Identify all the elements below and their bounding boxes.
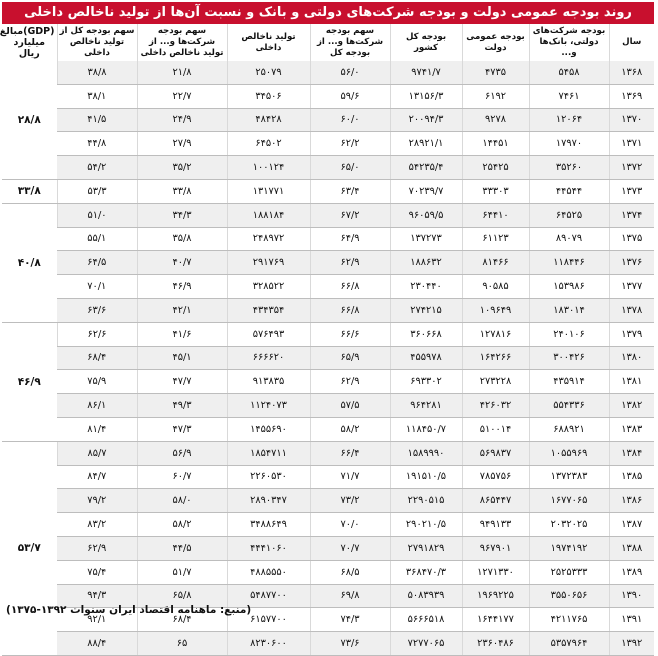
soe-share-cell: ۶۵/۰ — [310, 156, 390, 180]
year-cell: ۱۳۷۱ — [609, 132, 654, 156]
gdp-group-cell: ۳۳/۸ — [2, 179, 57, 203]
year-cell: ۱۳۸۸ — [609, 536, 654, 560]
table-row — [2, 132, 654, 156]
soe-share-cell: ۶۴/۹ — [310, 227, 390, 251]
gov-budget-cell: ۱۲۷۸۱۶ — [462, 322, 529, 346]
soe-budget-cell: ۲۰۳۲۰۲۵ — [529, 513, 609, 537]
soe-share-cell: ۷۱/۷ — [310, 465, 390, 489]
table-row — [2, 275, 654, 299]
header-row — [2, 24, 654, 61]
header-total-gdp-share: سهم بودجه کل از تولید ناخالص داخلی — [57, 24, 137, 61]
year-cell: ۱۳۷۵ — [609, 227, 654, 251]
gov-budget-cell: ۵۱۰۰۱۴ — [462, 417, 529, 441]
soe-budget-cell: ۱۹۷۴۱۹۲ — [529, 536, 609, 560]
header-year: سال — [609, 24, 654, 61]
gov-budget-cell: ۶۱۱۲۳ — [462, 227, 529, 251]
gdp-value-cell: ۴۸۴۲۸ — [227, 108, 310, 132]
gov-budget-cell: ۱۴۴۵۱ — [462, 132, 529, 156]
table-row — [2, 513, 654, 537]
soe-gdp-share-cell: ۲۷/۹ — [137, 132, 227, 156]
soe-budget-cell: ۱۰۵۵۹۶۹ — [529, 441, 609, 465]
total-budget-cell: ۲۷۹۱۸۲۹ — [390, 536, 462, 560]
gov-budget-cell: ۹۶۷۹۰۱ — [462, 536, 529, 560]
soe-gdp-share-cell: ۴۵/۱ — [137, 346, 227, 370]
table-row — [2, 536, 654, 560]
gov-budget-cell: ۶۴۴۱۰ — [462, 203, 529, 227]
soe-gdp-share-cell: ۶۵ — [137, 632, 227, 656]
soe-share-cell: ۷۰/۷ — [310, 536, 390, 560]
soe-share-cell: ۵۹/۶ — [310, 84, 390, 108]
table-row — [2, 441, 654, 465]
total-gdp-share-cell: ۸۳/۲ — [57, 513, 137, 537]
gov-budget-cell: ۲۵۴۲۵ — [462, 156, 529, 180]
soe-share-cell: ۷۴/۳ — [310, 608, 390, 632]
header-gov-budget: بودجه عمومی دولت — [462, 24, 529, 61]
soe-budget-cell: ۷۴۶۱ — [529, 84, 609, 108]
total-gdp-share-cell: ۷۰/۱ — [57, 275, 137, 299]
table-row — [2, 203, 654, 227]
year-cell: ۱۳۸۰ — [609, 346, 654, 370]
soe-budget-cell: ۴۳۵۹۱۴ — [529, 370, 609, 394]
gov-budget-cell: ۸۶۵۴۴۷ — [462, 489, 529, 513]
soe-share-cell: ۵۸/۲ — [310, 417, 390, 441]
gov-budget-cell: ۹۲۷۸ — [462, 108, 529, 132]
table-row — [2, 465, 654, 489]
gdp-value-cell: ۱۳۱۷۷۱ — [227, 179, 310, 203]
soe-gdp-share-cell: ۴۷/۷ — [137, 370, 227, 394]
soe-share-cell: ۶۶/۸ — [310, 298, 390, 322]
year-cell: ۱۳۷۹ — [609, 322, 654, 346]
total-budget-cell: ۳۶۸۴۷۰/۳ — [390, 560, 462, 584]
total-gdp-share-cell: ۳۸/۸ — [57, 61, 137, 84]
year-cell: ۱۳۸۳ — [609, 417, 654, 441]
table-row — [2, 298, 654, 322]
total-gdp-share-cell: ۵۴/۲ — [57, 156, 137, 180]
total-gdp-share-cell: ۹۴/۳ — [57, 584, 137, 608]
soe-budget-cell: ۲۴۰۱۰۶ — [529, 322, 609, 346]
gdp-value-cell: ۱۸۵۴۷۱۱ — [227, 441, 310, 465]
soe-share-cell: ۶۹/۸ — [310, 584, 390, 608]
gdp-value-cell: ۳۴۸۸۶۴۹ — [227, 513, 310, 537]
total-gdp-share-cell: ۷۵/۹ — [57, 370, 137, 394]
soe-gdp-share-cell: ۴۷/۳ — [137, 417, 227, 441]
soe-budget-cell: ۵۵۴۳۳۶ — [529, 394, 609, 418]
gdp-group-cell: ۴۶/۹ — [2, 322, 57, 441]
gov-budget-cell: ۱۲۷۱۳۳۰ — [462, 560, 529, 584]
total-gdp-share-cell: ۹۲/۱ — [57, 608, 137, 632]
soe-share-cell: ۵۶/۰ — [310, 61, 390, 84]
soe-budget-cell: ۴۲۱۱۷۶۵ — [529, 608, 609, 632]
year-cell: ۱۳۸۷ — [609, 513, 654, 537]
gdp-value-cell: ۲۵۰۷۹ — [227, 61, 310, 84]
year-cell: ۱۳۸۱ — [609, 370, 654, 394]
soe-budget-cell: ۱۶۷۷۰۶۵ — [529, 489, 609, 513]
soe-share-cell: ۶۶/۶ — [310, 322, 390, 346]
gdp-value-cell: ۲۴۸۹۷۲ — [227, 227, 310, 251]
year-cell: ۱۳۹۰ — [609, 584, 654, 608]
soe-share-cell: ۶۲/۹ — [310, 251, 390, 275]
soe-gdp-share-cell: ۵۸/۲ — [137, 513, 227, 537]
soe-gdp-share-cell: ۳۵/۲ — [137, 156, 227, 180]
gov-budget-cell: ۳۳۳۰۳ — [462, 179, 529, 203]
source-note: (منبع: ماهنامه اقتصاد ایران سنوات ۱۳۹۲-۱۳۷۵) — [6, 604, 252, 616]
year-cell: ۱۳۹۲ — [609, 632, 654, 656]
soe-gdp-share-cell: ۶۵/۸ — [137, 584, 227, 608]
total-budget-cell: ۱۱۸۴۵۰/۷ — [390, 417, 462, 441]
soe-budget-cell: ۱۳۷۲۳۸۳ — [529, 465, 609, 489]
year-cell: ۱۳۸۹ — [609, 560, 654, 584]
total-budget-cell: ۵۰۸۳۹۳۹ — [390, 584, 462, 608]
header-gdp-growth: (GDP)مبالغ میلیارد ریال — [0, 26, 55, 59]
soe-share-cell: ۶۸/۵ — [310, 560, 390, 584]
soe-share-cell: ۶۰/۰ — [310, 108, 390, 132]
soe-share-cell: ۶۶/۴ — [310, 441, 390, 465]
table-row — [2, 489, 654, 513]
year-cell: ۱۳۷۶ — [609, 251, 654, 275]
total-gdp-share-cell: ۳۸/۱ — [57, 84, 137, 108]
soe-gdp-share-cell: ۴۹/۳ — [137, 394, 227, 418]
gdp-value-cell: ۶۱۵۷۷۰۰ — [227, 608, 310, 632]
gdp-value-cell: ۵۷۶۴۹۳ — [227, 322, 310, 346]
soe-gdp-share-cell: ۴۲/۱ — [137, 298, 227, 322]
total-gdp-share-cell: ۶۸/۴ — [57, 346, 137, 370]
total-budget-cell: ۲۰۰۹۴/۳ — [390, 108, 462, 132]
total-gdp-share-cell: ۷۵/۴ — [57, 560, 137, 584]
total-gdp-share-cell: ۸۸/۴ — [57, 632, 137, 656]
table-row — [2, 61, 654, 84]
gdp-value-cell: ۳۴۵۰۶ — [227, 84, 310, 108]
soe-gdp-share-cell: ۴۱/۶ — [137, 322, 227, 346]
soe-share-cell: ۵۷/۵ — [310, 394, 390, 418]
total-gdp-share-cell: ۸۵/۷ — [57, 441, 137, 465]
table-row — [2, 251, 654, 275]
total-budget-cell: ۷۰۲۳۹/۷ — [390, 179, 462, 203]
table-row — [2, 84, 654, 108]
table-row — [2, 370, 654, 394]
year-cell: ۱۳۶۸ — [609, 61, 654, 84]
budget-table — [2, 24, 654, 656]
soe-budget-cell: ۶۴۵۲۵ — [529, 203, 609, 227]
total-gdp-share-cell: ۴۴/۸ — [57, 132, 137, 156]
soe-budget-cell: ۱۱۸۴۴۶ — [529, 251, 609, 275]
gov-budget-cell: ۱۶۴۴۱۷۷ — [462, 608, 529, 632]
gdp-group-cell: ۲۸/۸ — [2, 61, 57, 179]
soe-budget-cell: ۵۴۵۸ — [529, 61, 609, 84]
year-cell: ۱۳۸۶ — [609, 489, 654, 513]
total-budget-cell: ۵۶۶۶۵۱۸ — [390, 608, 462, 632]
total-gdp-share-cell: ۸۱/۴ — [57, 417, 137, 441]
gov-budget-cell: ۱۶۴۲۶۶ — [462, 346, 529, 370]
total-gdp-share-cell: ۵۱/۰ — [57, 203, 137, 227]
total-gdp-share-cell: ۶۲/۶ — [57, 322, 137, 346]
year-cell: ۱۳۶۹ — [609, 84, 654, 108]
table-row — [2, 394, 654, 418]
gdp-value-cell: ۶۴۵۰۲ — [227, 132, 310, 156]
year-cell: ۱۳۷۳ — [609, 179, 654, 203]
header-total-budget: بودجه کل کشور — [390, 24, 462, 61]
table-row — [2, 108, 654, 132]
year-cell: ۱۳۷۷ — [609, 275, 654, 299]
soe-share-cell: ۶۶/۸ — [310, 275, 390, 299]
soe-share-cell: ۷۳/۲ — [310, 489, 390, 513]
gov-budget-cell: ۲۷۳۲۲۸ — [462, 370, 529, 394]
header-soe-budget: بودجه شرکت‌های دولتی، بانک‌ها و... — [529, 24, 609, 61]
total-budget-cell: ۵۴۲۳۵/۴ — [390, 156, 462, 180]
soe-share-cell: ۶۵/۹ — [310, 346, 390, 370]
soe-gdp-share-cell: ۵۸/۰ — [137, 489, 227, 513]
soe-budget-cell: ۸۹۰۷۹ — [529, 227, 609, 251]
total-budget-cell: ۲۸۹۲۱/۱ — [390, 132, 462, 156]
gdp-value-cell: ۳۲۸۵۲۲ — [227, 275, 310, 299]
total-gdp-share-cell: ۴۱/۵ — [57, 108, 137, 132]
gdp-value-cell: ۹۱۳۸۳۵ — [227, 370, 310, 394]
soe-gdp-share-cell: ۶۰/۷ — [137, 465, 227, 489]
gov-budget-cell: ۵۶۹۸۳۷ — [462, 441, 529, 465]
table-row — [2, 156, 654, 180]
total-budget-cell: ۲۲۹۰۵۱۵ — [390, 489, 462, 513]
total-gdp-share-cell: ۸۶/۱ — [57, 394, 137, 418]
soe-share-cell: ۶۲/۹ — [310, 370, 390, 394]
total-budget-cell: ۱۳۱۵۶/۳ — [390, 84, 462, 108]
year-cell: ۱۳۷۸ — [609, 298, 654, 322]
year-cell: ۱۳۹۱ — [609, 608, 654, 632]
soe-gdp-share-cell: ۴۶/۹ — [137, 275, 227, 299]
gdp-value-cell: ۱۰۰۱۲۴ — [227, 156, 310, 180]
soe-gdp-share-cell: ۲۲/۷ — [137, 84, 227, 108]
table-row — [2, 227, 654, 251]
gdp-value-cell: ۸۲۳۰۶۰۰ — [227, 632, 310, 656]
year-cell: ۱۳۸۲ — [609, 394, 654, 418]
header-soe-gdp-share: سهم بودجه شرکت‌ها و... از تولید ناخالص داخلی — [137, 24, 227, 61]
page-title: روند بودجه عمومی دولت و بودجه شرکت‌های دولتی و بانک و نسبت آن‌ها از تولید ناخالص داخلی — [2, 2, 654, 24]
soe-share-cell: ۷۰/۰ — [310, 513, 390, 537]
table-row — [2, 179, 654, 203]
gov-budget-cell: ۱۰۹۶۴۹ — [462, 298, 529, 322]
soe-budget-cell: ۳۵۵۰۶۵۶ — [529, 584, 609, 608]
total-gdp-share-cell: ۶۳/۶ — [57, 298, 137, 322]
gdp-group-cell: ۵۳/۷ — [2, 441, 57, 655]
gdp-value-cell: ۱۴۵۵۶۹۰ — [227, 417, 310, 441]
total-gdp-share-cell: ۵۵/۱ — [57, 227, 137, 251]
gdp-value-cell: ۴۸۸۵۵۵۰ — [227, 560, 310, 584]
table-body — [2, 61, 654, 655]
soe-gdp-share-cell: ۳۵/۸ — [137, 227, 227, 251]
soe-gdp-share-cell: ۴۴/۵ — [137, 536, 227, 560]
soe-share-cell: ۶۷/۲ — [310, 203, 390, 227]
gov-budget-cell: ۴۷۳۵ — [462, 61, 529, 84]
total-budget-cell: ۹۶۰۵۹/۵ — [390, 203, 462, 227]
soe-share-cell: ۶۲/۲ — [310, 132, 390, 156]
soe-share-cell: ۶۳/۴ — [310, 179, 390, 203]
table-row — [2, 560, 654, 584]
gov-budget-cell: ۲۳۶۰۴۸۶ — [462, 632, 529, 656]
table-row — [2, 346, 654, 370]
gov-budget-cell: ۷۸۵۷۵۶ — [462, 465, 529, 489]
gov-budget-cell: ۴۲۶۰۳۲ — [462, 394, 529, 418]
year-cell: ۱۳۷۲ — [609, 156, 654, 180]
year-cell: ۱۳۸۴ — [609, 441, 654, 465]
gov-budget-cell: ۱۹۶۹۲۲۵ — [462, 584, 529, 608]
gdp-value-cell: ۶۶۶۶۲۰ — [227, 346, 310, 370]
header-gdp-value: تولید ناخالص داخلی — [227, 24, 310, 61]
soe-gdp-share-cell: ۶۸/۴ — [137, 608, 227, 632]
soe-budget-cell: ۱۵۳۹۸۶ — [529, 275, 609, 299]
soe-gdp-share-cell: ۵۶/۹ — [137, 441, 227, 465]
gov-budget-cell: ۶۱۹۲ — [462, 84, 529, 108]
gdp-value-cell: ۲۲۶۰۵۳۰ — [227, 465, 310, 489]
total-budget-cell: ۹۶۴۲۸۱ — [390, 394, 462, 418]
soe-gdp-share-cell: ۳۳/۸ — [137, 179, 227, 203]
gdp-value-cell: ۴۳۴۳۵۴ — [227, 298, 310, 322]
soe-share-cell: ۷۳/۶ — [310, 632, 390, 656]
gdp-value-cell: ۲۹۱۷۶۹ — [227, 251, 310, 275]
soe-gdp-share-cell: ۳۴/۳ — [137, 203, 227, 227]
gdp-value-cell: ۱۸۸۱۸۴ — [227, 203, 310, 227]
soe-gdp-share-cell: ۵۱/۷ — [137, 560, 227, 584]
total-gdp-share-cell: ۸۴/۷ — [57, 465, 137, 489]
soe-budget-cell: ۴۴۵۴۴ — [529, 179, 609, 203]
total-budget-cell: ۲۹۰۲۱۰/۵ — [390, 513, 462, 537]
year-cell: ۱۳۷۴ — [609, 203, 654, 227]
soe-gdp-share-cell: ۴۰/۷ — [137, 251, 227, 275]
total-budget-cell: ۷۲۷۷۰۶۵ — [390, 632, 462, 656]
gdp-value-cell: ۱۱۲۴۰۷۳ — [227, 394, 310, 418]
total-budget-cell: ۲۳۰۴۴۰ — [390, 275, 462, 299]
soe-budget-cell: ۲۵۲۵۳۳۳ — [529, 560, 609, 584]
soe-budget-cell: ۱۸۳۰۱۴ — [529, 298, 609, 322]
gdp-value-cell: ۵۴۸۷۷۰۰ — [227, 584, 310, 608]
soe-budget-cell: ۵۳۵۷۹۶۴ — [529, 632, 609, 656]
total-budget-cell: ۹۷۴۱/۷ — [390, 61, 462, 84]
total-budget-cell: ۲۷۴۲۱۵ — [390, 298, 462, 322]
soe-budget-cell: ۱۷۹۷۰ — [529, 132, 609, 156]
total-gdp-share-cell: ۵۳/۳ — [57, 179, 137, 203]
year-cell: ۱۳۸۵ — [609, 465, 654, 489]
total-budget-cell: ۱۵۸۹۹۹۰ — [390, 441, 462, 465]
header-soe-share: سهم بودجه شرکت‌ها و... از بودجه کل — [310, 24, 390, 61]
gdp-value-cell: ۲۸۹۰۳۴۷ — [227, 489, 310, 513]
soe-gdp-share-cell: ۲۱/۸ — [137, 61, 227, 84]
year-cell: ۱۳۷۰ — [609, 108, 654, 132]
total-budget-cell: ۳۶۰۶۶۸ — [390, 322, 462, 346]
table-row — [2, 322, 654, 346]
gov-budget-cell: ۸۱۴۶۶ — [462, 251, 529, 275]
soe-budget-cell: ۶۸۸۹۲۱ — [529, 417, 609, 441]
total-budget-cell: ۴۵۵۹۷۸ — [390, 346, 462, 370]
gov-budget-cell: ۹۰۵۸۵ — [462, 275, 529, 299]
table-row — [2, 417, 654, 441]
total-gdp-share-cell: ۶۴/۵ — [57, 251, 137, 275]
total-budget-cell: ۱۳۷۲۷۳ — [390, 227, 462, 251]
total-gdp-share-cell: ۷۹/۲ — [57, 489, 137, 513]
gdp-group-cell: ۴۰/۸ — [2, 203, 57, 322]
gov-budget-cell: ۹۴۹۱۳۳ — [462, 513, 529, 537]
soe-budget-cell: ۳۰۰۴۲۶ — [529, 346, 609, 370]
total-gdp-share-cell: ۶۲/۹ — [57, 536, 137, 560]
soe-gdp-share-cell: ۲۴/۹ — [137, 108, 227, 132]
soe-budget-cell: ۱۲۰۶۴ — [529, 108, 609, 132]
soe-budget-cell: ۳۵۲۶۰ — [529, 156, 609, 180]
total-budget-cell: ۱۹۱۵۱۰/۵ — [390, 465, 462, 489]
total-budget-cell: ۱۸۸۶۳۲ — [390, 251, 462, 275]
table-row — [2, 632, 654, 656]
total-budget-cell: ۶۹۳۳۰۲ — [390, 370, 462, 394]
gdp-value-cell: ۴۴۴۱۰۶۰ — [227, 536, 310, 560]
